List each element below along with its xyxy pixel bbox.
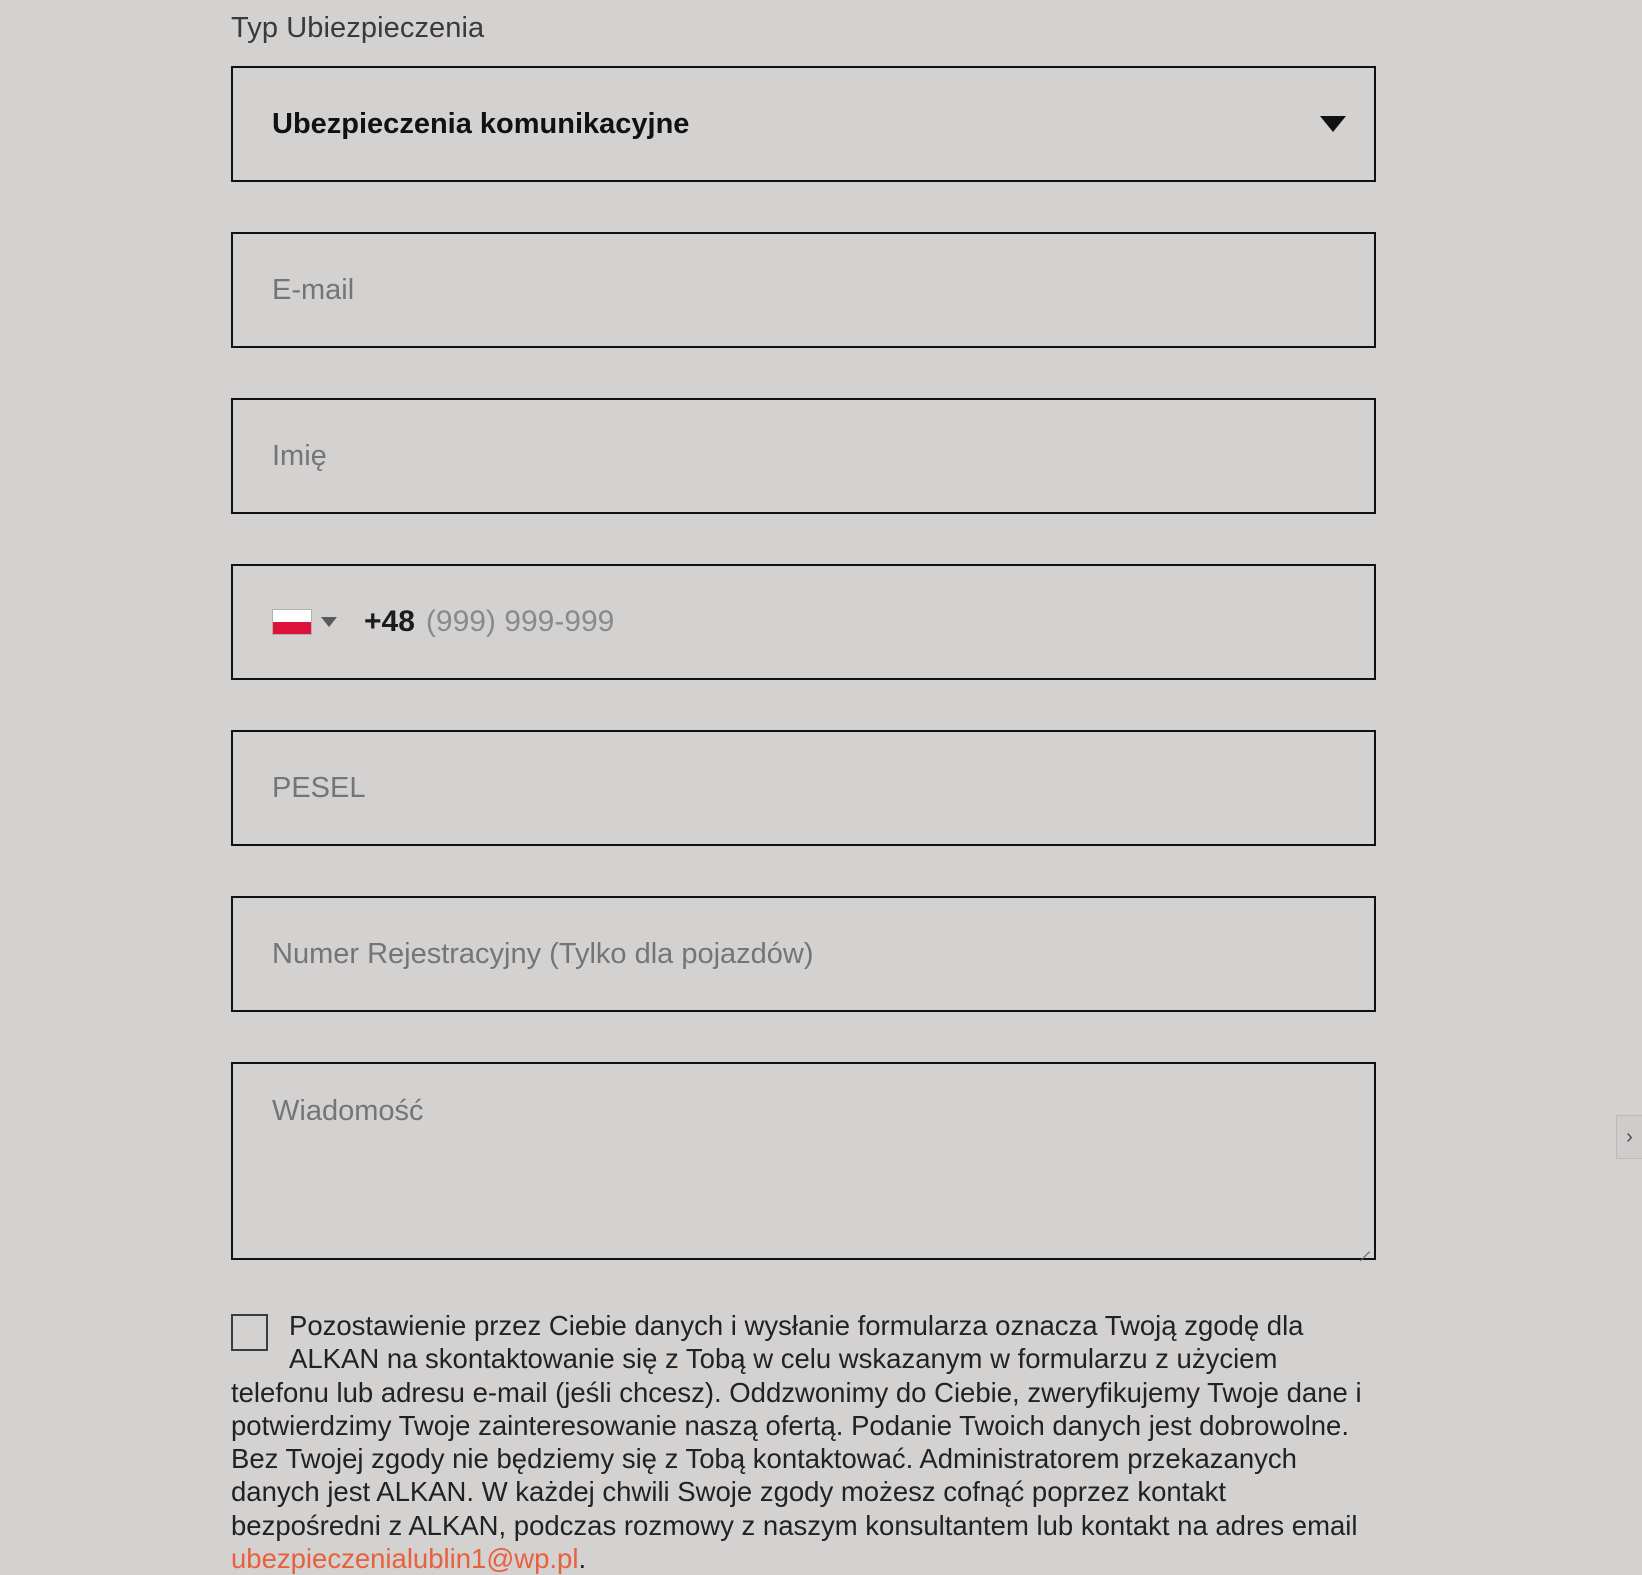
contact-form	[231, 0, 1376, 1575]
poland-flag-icon[interactable]	[272, 609, 312, 635]
registration-number-placeholder: Numer Rejestracyjny (Tylko dla pojazdów)	[272, 937, 814, 970]
email-placeholder: E-mail	[272, 273, 355, 306]
phone-field[interactable]	[231, 564, 1376, 680]
first-name-placeholder: Imię	[272, 439, 327, 472]
insurance-type-selected-value: Ubezpieczenia komunikacyjne	[272, 107, 690, 140]
consent-checkbox[interactable]	[231, 1314, 268, 1351]
phone-placeholder: (999) 999-999	[425, 605, 615, 638]
first-name-field[interactable]	[231, 398, 1376, 514]
consent-block	[231, 1309, 1376, 1575]
chevron-right-icon: ›	[1626, 1125, 1633, 1148]
chevron-down-icon[interactable]	[321, 617, 337, 627]
consent-text-tail: .	[578, 1542, 587, 1574]
insurance-type-select[interactable]	[231, 66, 1376, 182]
message-placeholder: Wiadomość	[272, 1095, 424, 1127]
email-field[interactable]	[231, 232, 1376, 348]
registration-number-field[interactable]	[231, 896, 1376, 1012]
consent-text-main: Pozostawienie przez Ciebie danych i wysłanie formularza oznacza Twoją zgodę dla ALKAN na skontaktowanie się z Tobą w celu wskazanym w formularzu z użyciem telefonu lub adresu e-mail (jeśli chcesz). Oddzwonimy do Ciebie, zweryfikujemy Twoje dane i potwierdzimy Twoje zainteresowanie naszą ofertą. Podanie Twoich danych jest dobrowolne. Bez Twojej zgody nie będziemy się z Tobą kontaktować. Administratorem przekazanych danych jest ALKAN. W każdej chwili Swoje zgody możesz cofnąć poprzez kontakt bezpośredni z ALKAN, podczas rozmowy z naszym konsultantem lub kontakt na adres email	[231, 1310, 1362, 1541]
resize-handle-icon[interactable]	[1356, 1240, 1370, 1254]
pesel-placeholder: PESEL	[272, 771, 366, 804]
insurance-type-label: Typ Ubiezpieczenia	[231, 12, 485, 44]
consent-text	[231, 1310, 1362, 1574]
phone-dial-code: +48	[364, 605, 415, 638]
message-textarea[interactable]	[231, 1062, 1376, 1260]
pesel-field[interactable]	[231, 730, 1376, 846]
chevron-down-icon	[1320, 116, 1346, 132]
consent-email-link[interactable]: ubezpieczenialublin1@wp.pl	[231, 1542, 579, 1574]
side-panel-toggle[interactable]	[1616, 1115, 1642, 1159]
